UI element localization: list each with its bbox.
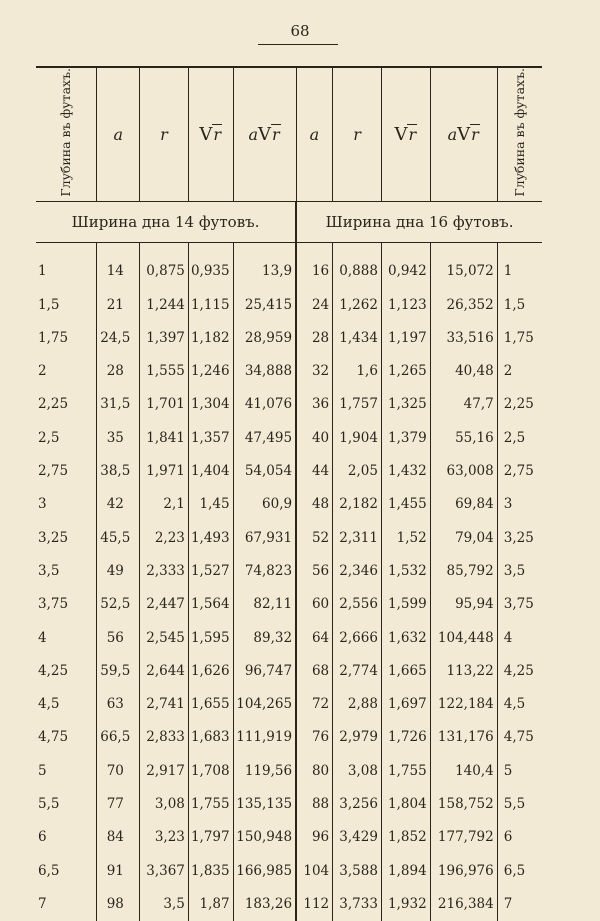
table-cell: 4,75 [38, 729, 69, 746]
table-cell: 5 [497, 754, 542, 787]
table-cell: 1,852 [381, 821, 430, 854]
table-cell: 80 [296, 754, 333, 787]
header-r-left: r [140, 67, 189, 201]
table-cell: 2 [497, 355, 542, 388]
table-cell: 4 [38, 629, 47, 646]
table-cell: 82,11 [233, 588, 296, 621]
table-cell: 1,755 [188, 787, 233, 820]
table-cell: 47,495 [233, 421, 296, 454]
header-row [36, 67, 542, 201]
table-cell: 3,25 [497, 521, 542, 554]
table-cell: 166,985 [233, 854, 296, 887]
table-cell: 96 [296, 821, 333, 854]
table-cell: 38,5 [97, 454, 140, 487]
table-cell: 1,626 [188, 654, 233, 687]
table-row [36, 688, 542, 721]
table-cell: 1,397 [140, 321, 189, 354]
table-cell: 1,894 [381, 854, 430, 887]
table-cell: 36 [296, 388, 333, 421]
table-cell: 26,352 [430, 288, 497, 321]
table-cell: 3,5 [38, 562, 60, 579]
table-cell: 1,835 [188, 854, 233, 887]
table-cell: 24 [296, 288, 333, 321]
table-row [36, 321, 542, 354]
table-cell: 3,75 [497, 588, 542, 621]
table-cell: 3,75 [38, 596, 69, 613]
table-row [36, 854, 542, 887]
width-left-label: Ширина дна 14 футовъ. [36, 201, 296, 242]
header-a-sqrt-r-left: aVr [233, 67, 296, 201]
table-cell: 3,25 [38, 529, 69, 546]
table-row [36, 621, 542, 654]
table-cell: 85,792 [430, 554, 497, 587]
table-cell: 2,917 [140, 754, 189, 787]
table-cell: 2,182 [333, 488, 382, 521]
table-cell: 1,357 [188, 421, 233, 454]
table-cell: 2,311 [333, 521, 382, 554]
table-cell: 4,5 [38, 696, 60, 713]
table-cell: 1,244 [140, 288, 189, 321]
table-cell: 2,23 [140, 521, 189, 554]
width-right-label: Ширина дна 16 футовъ. [296, 201, 542, 242]
table-cell: 1,527 [188, 554, 233, 587]
table-cell: 2,666 [333, 621, 382, 654]
table-cell: 56 [296, 554, 333, 587]
table-cell: 2,774 [333, 654, 382, 687]
table-cell: 44 [296, 454, 333, 487]
table-cell: 7 [38, 895, 47, 912]
table-cell: 63,008 [430, 454, 497, 487]
table-cell: 104 [296, 854, 333, 887]
table-row [36, 355, 542, 388]
table-cell: 1,404 [188, 454, 233, 487]
table-cell: 6 [497, 821, 542, 854]
table-cell: 1,5 [38, 296, 60, 313]
table-cell: 42 [97, 488, 140, 521]
table-cell: 2,333 [140, 554, 189, 587]
table-cell: 76 [296, 721, 333, 754]
table-cell: 3,08 [140, 787, 189, 820]
table-cell: 1,246 [188, 355, 233, 388]
table-cell: 2,05 [333, 454, 382, 487]
table-cell: 1,75 [497, 321, 542, 354]
table-cell: 2,556 [333, 588, 382, 621]
header-r-right: r [333, 67, 382, 201]
table-cell: 2,833 [140, 721, 189, 754]
table-cell: 96,747 [233, 654, 296, 687]
table-cell: 183,26 [233, 887, 296, 920]
table-row [36, 887, 542, 920]
table-cell: 59,5 [97, 654, 140, 687]
table-cell: 89,32 [233, 621, 296, 654]
table-cell: 1,434 [333, 321, 382, 354]
hydraulic-table [36, 66, 542, 921]
table-cell: 63 [97, 688, 140, 721]
table-cell: 113,22 [430, 654, 497, 687]
table-cell: 2,88 [333, 688, 382, 721]
table-cell: 2,5 [497, 421, 542, 454]
table-cell: 0,875 [140, 255, 189, 288]
table-body [36, 255, 542, 921]
table-cell: 88 [296, 787, 333, 820]
table-cell: 1,701 [140, 388, 189, 421]
table-cell: 196,976 [430, 854, 497, 887]
table-cell: 54,054 [233, 454, 296, 487]
table-cell: 2,979 [333, 721, 382, 754]
table-cell: 45,5 [97, 521, 140, 554]
table-cell: 2,644 [140, 654, 189, 687]
table-cell: 1,595 [188, 621, 233, 654]
table-row [36, 421, 542, 454]
table-cell: 1,755 [381, 754, 430, 787]
table-cell: 72 [296, 688, 333, 721]
table-cell: 0,942 [381, 255, 430, 288]
table-cell: 1,904 [333, 421, 382, 454]
table-cell: 1,493 [188, 521, 233, 554]
table-cell: 2,1 [140, 488, 189, 521]
header-depth-right: Глубина въ футахъ. [497, 67, 542, 201]
table-cell: 56 [97, 621, 140, 654]
table-cell: 1,655 [188, 688, 233, 721]
table-row [36, 721, 542, 754]
table-cell: 67,931 [233, 521, 296, 554]
table-row [36, 554, 542, 587]
table-cell: 52,5 [97, 588, 140, 621]
table-cell: 2,447 [140, 588, 189, 621]
table-cell: 112 [296, 887, 333, 920]
table-cell: 3,588 [333, 854, 382, 887]
table-row [36, 454, 542, 487]
table-cell: 3 [38, 496, 47, 513]
table-row [36, 288, 542, 321]
table-cell: 74,823 [233, 554, 296, 587]
table-cell: 16 [296, 255, 333, 288]
table-cell: 140,4 [430, 754, 497, 787]
table-cell: 68 [296, 654, 333, 687]
table-cell: 2,25 [497, 388, 542, 421]
table-row [36, 255, 542, 288]
table-row [36, 754, 542, 787]
table-cell: 3,5 [140, 887, 189, 920]
header-sqrt-r-right: Vr [381, 67, 430, 201]
table-cell: 60,9 [233, 488, 296, 521]
header-a-right: a [296, 67, 333, 201]
table-cell: 13,9 [233, 255, 296, 288]
table-cell: 1 [497, 255, 542, 288]
table-cell: 1,182 [188, 321, 233, 354]
table-cell: 1,532 [381, 554, 430, 587]
table-cell: 28 [296, 321, 333, 354]
table-cell: 2,75 [38, 463, 69, 480]
table-cell: 6,5 [38, 862, 60, 879]
table-cell: 31,5 [97, 388, 140, 421]
table-cell: 3,367 [140, 854, 189, 887]
table-cell: 4,75 [497, 721, 542, 754]
table-cell: 104,265 [233, 688, 296, 721]
table-cell: 3,5 [497, 554, 542, 587]
table-cell: 3,08 [333, 754, 382, 787]
table-cell: 1,45 [188, 488, 233, 521]
table-cell: 7 [497, 887, 542, 920]
table-cell: 5,5 [38, 796, 60, 813]
table-cell: 47,7 [430, 388, 497, 421]
table-cell: 4,5 [497, 688, 542, 721]
table-cell: 1,379 [381, 421, 430, 454]
table-cell: 1,52 [381, 521, 430, 554]
table-cell: 6,5 [497, 854, 542, 887]
table-cell: 32 [296, 355, 333, 388]
table-cell: 14 [97, 255, 140, 288]
header-sqrt-r-left: Vr [188, 67, 233, 201]
table-cell: 1,555 [140, 355, 189, 388]
table-cell: 150,948 [233, 821, 296, 854]
table-cell: 2 [38, 363, 47, 380]
table-cell: 1,87 [188, 887, 233, 920]
table-row [36, 588, 542, 621]
table-row [36, 521, 542, 554]
table-cell: 1,632 [381, 621, 430, 654]
page-number-rule [258, 44, 338, 45]
table-cell: 2,25 [38, 396, 69, 413]
table-cell: 1,75 [38, 329, 69, 346]
table-cell: 1,265 [381, 355, 430, 388]
table-cell: 70 [97, 754, 140, 787]
table-cell: 21 [97, 288, 140, 321]
header-a-left: a [97, 67, 140, 201]
table-cell: 1,683 [188, 721, 233, 754]
table-row [36, 821, 542, 854]
table-cell: 2,545 [140, 621, 189, 654]
table-cell: 79,04 [430, 521, 497, 554]
table-cell: 1,115 [188, 288, 233, 321]
table-cell: 2,346 [333, 554, 382, 587]
table-cell: 1,804 [381, 787, 430, 820]
table-cell: 3,23 [140, 821, 189, 854]
table-cell: 111,919 [233, 721, 296, 754]
table-cell: 2,75 [497, 454, 542, 487]
table-cell: 1,455 [381, 488, 430, 521]
table-cell: 3 [497, 488, 542, 521]
table-cell: 122,184 [430, 688, 497, 721]
table-cell: 1,757 [333, 388, 382, 421]
table-cell: 1,599 [381, 588, 430, 621]
table-cell: 1,325 [381, 388, 430, 421]
table-cell: 91 [97, 854, 140, 887]
table-cell: 0,888 [333, 255, 382, 288]
table-row [36, 388, 542, 421]
table-cell: 95,94 [430, 588, 497, 621]
table-cell: 48 [296, 488, 333, 521]
table-row [36, 654, 542, 687]
table-cell: 28,959 [233, 321, 296, 354]
page-number: 68 [290, 22, 310, 40]
table-cell: 1,971 [140, 454, 189, 487]
table-cell: 25,415 [233, 288, 296, 321]
table-cell: 3,256 [333, 787, 382, 820]
table-row [36, 488, 542, 521]
table-cell: 33,516 [430, 321, 497, 354]
table-cell: 158,752 [430, 787, 497, 820]
table-cell: 64 [296, 621, 333, 654]
table-cell: 98 [97, 887, 140, 920]
table-cell: 1,123 [381, 288, 430, 321]
table-cell: 60 [296, 588, 333, 621]
table-cell: 66,5 [97, 721, 140, 754]
table-cell: 1,262 [333, 288, 382, 321]
table-cell: 1,5 [497, 288, 542, 321]
table-cell: 1,797 [188, 821, 233, 854]
table-cell: 77 [97, 787, 140, 820]
table-cell: 2,5 [38, 429, 60, 446]
table-cell: 4,25 [497, 654, 542, 687]
table-cell: 28 [97, 355, 140, 388]
table-cell: 1,932 [381, 887, 430, 920]
table-cell: 3,429 [333, 821, 382, 854]
table-cell: 40 [296, 421, 333, 454]
table-cell: 40,48 [430, 355, 497, 388]
table-cell: 5 [38, 762, 47, 779]
table-cell: 5,5 [497, 787, 542, 820]
table-cell: 1,726 [381, 721, 430, 754]
table-cell: 6 [38, 829, 47, 846]
table-cell: 2,741 [140, 688, 189, 721]
table-cell: 131,176 [430, 721, 497, 754]
table-cell: 1,6 [333, 355, 382, 388]
table-cell: 4,25 [38, 662, 69, 679]
table-cell: 1,432 [381, 454, 430, 487]
table-cell: 84 [97, 821, 140, 854]
table-cell: 1,564 [188, 588, 233, 621]
table-cell: 15,072 [430, 255, 497, 288]
table-cell: 177,792 [430, 821, 497, 854]
table-cell: 135,135 [233, 787, 296, 820]
table-cell: 0,935 [188, 255, 233, 288]
table-cell: 216,384 [430, 887, 497, 920]
table-cell: 52 [296, 521, 333, 554]
table-cell: 34,888 [233, 355, 296, 388]
width-row [36, 201, 542, 242]
table-cell: 1,841 [140, 421, 189, 454]
table-cell: 104,448 [430, 621, 497, 654]
header-a-sqrt-r-right: aVr [430, 67, 497, 201]
table-cell: 69,84 [430, 488, 497, 521]
table-cell: 1,304 [188, 388, 233, 421]
table-cell: 1,708 [188, 754, 233, 787]
table-cell: 1 [38, 263, 47, 280]
table-cell: 35 [97, 421, 140, 454]
table-row [36, 787, 542, 820]
table-cell: 4 [497, 621, 542, 654]
table-cell: 55,16 [430, 421, 497, 454]
table-cell: 1,665 [381, 654, 430, 687]
header-depth-left: Глубина въ футахъ. [36, 67, 97, 201]
table-cell: 119,56 [233, 754, 296, 787]
table-cell: 41,076 [233, 388, 296, 421]
table-cell: 1,197 [381, 321, 430, 354]
table-cell: 24,5 [97, 321, 140, 354]
table-cell: 1,697 [381, 688, 430, 721]
table-cell: 49 [97, 554, 140, 587]
table-cell: 3,733 [333, 887, 382, 920]
